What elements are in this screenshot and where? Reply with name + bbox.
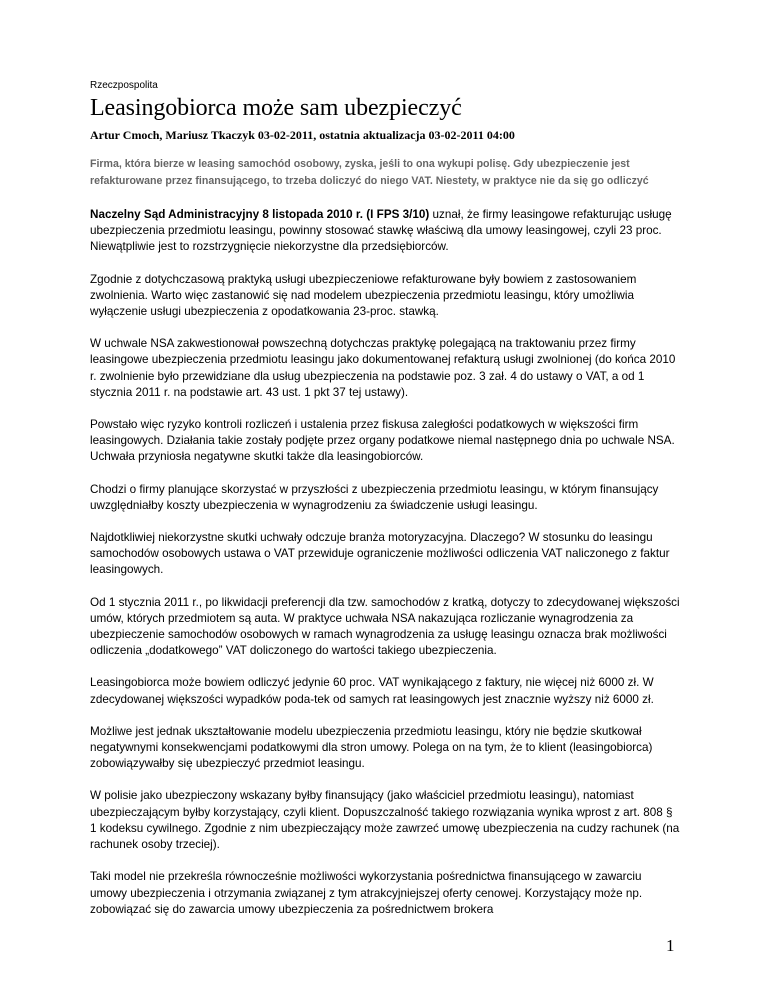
paragraph-1	[90, 207, 680, 256]
page-number: 1	[666, 936, 675, 955]
article-lead: Firma, która bierze w leasing samochód osobowy, zyska, jeśli to ona wykupi polisę. Gdy ubezpieczenie jest refakturowane przez finansującego, to trzeba doliczyć do niego VAT. Niestety, w praktyce nie da się go odliczyć	[90, 158, 649, 187]
paragraph-10: W polisie jako ubezpieczony wskazany byłby finansujący (jako właściciel przedmiotu leasingu), natomiast ubezpieczającym byłby korzystający, czyli klient. Dopuszczalność takiego rozwiązania wynika wprost z art. 808 § 1 kodeksu cywilnego. Zgodnie z nim ubezpieczający może zawrzeć umowę ubezpieczenia na cudzy rachunek (na rachunek osoby trzeciej).	[90, 789, 680, 852]
paragraph-1-bold: Naczelny Sąd Administracyjny 8 listopada 2010 r. (I FPS 3/10)	[90, 208, 430, 221]
paragraph-5: Chodzi o firmy planujące skorzystać w przyszłości z ubezpieczenia przedmiotu leasingu, w którym finansujący uwzględniałby koszty ubezpieczenia w wynagrodzeniu za świadczenie usługi leasingu.	[90, 482, 659, 512]
paragraph-2: Zgodnie z dotychczasową praktyką usługi ubezpieczeniowe refakturowane były bowiem z zastosowaniem zwolnienia. Warto więc zastanowić się nad modelem ubezpieczenia przedmiotu leasingu, który umożliwia wyłączenie usługi ubezpieczenia z opodatkowania 23-proc. stawką.	[90, 272, 637, 319]
document-page	[90, 80, 680, 934]
article-title: Leasingobiorca może sam ubezpieczyć	[90, 95, 462, 121]
paragraph-7: Od 1 stycznia 2011 r., po likwidacji preferencji dla tzw. samochodów z kratką, dotyczy to zdecydowanej większości umów, których przedmiotem są auta. W praktyce uchwała NSA nakazująca rozliczanie wynagrodzenia za ubezpieczenie samochodów osobowych w ramach wynagrodzenia za usługę leasingu oznacza brak możliwości odliczenia „dodatkowego” VAT doliczonego do wartości takiego ubezpieczenia.	[90, 595, 680, 658]
paragraph-6: Najdotkliwiej niekorzystne skutki uchwały odczuje branża motoryzacyjna. Dlaczego? W stosunku do leasingu samochodów osobowych ustawa o VAT przewiduje ograniczenie możliwości odliczenia VAT naliczonego z faktur leasingowych.	[90, 531, 670, 577]
paragraph-4: Powstało więc ryzyko kontroli rozliczeń i ustalenia przez fiskusa zaległości podatkowych w większości firm leasingowych. Działania takie zostały podjęte przez organy podatkowe niemal następnego dnia po uchwale NSA. Uchwała przyniosła negatywne skutki także dla leasingobiorców.	[90, 418, 675, 464]
paragraph-11: Taki model nie przekreśla równocześnie możliwości wykorzystania pośrednictwa finansującego w zawarciu umowy ubezpieczenia i otrzymania związanej z tym atrakcyjniejszej oferty cenowej. Korzystający może np. zobowiązać się do zawarcia umowy ubezpieczenia za pośrednictwem brokera	[90, 870, 643, 916]
paragraph-1-text: uznał, że firmy leasingowe refakturując usługę ubezpieczenia przedmiotu leasingu, powinny stosować stawkę właściwą dla umowy leasingowej, czyli 23 proc. Niewątpliwie jest to rozstrzygnięcie niekorzystne dla przedsiębiorców.	[90, 208, 672, 254]
paragraph-8: Leasingobiorca może bowiem odliczyć jedynie 60 proc. VAT wynikającego z faktury, nie więcej niż 6000 zł. W zdecydowanej większości wypadków poda-tek od samych rat leasingowych jest znacznie wyższy niż 6000 zł.	[90, 676, 654, 706]
paragraph-3: W uchwale NSA zakwestionował powszechną dotychczas praktykę polegającą na traktowaniu przez firmy leasingowe ubezpieczenia przedmiotu leasingu jako dokumentowanej refakturą usługi zwolnionej (do końca 2010 r. zwolnienie było przewidziane dla usług ubezpieczenia na podstawie poz. 3 zał. 4 do ustawy o VAT, a od 1 stycznia 2011 r. na podstawie art. 43 ust. 1 pkt 37 tej ustawy).	[90, 337, 676, 399]
publication-source: Rzeczpospolita	[90, 80, 158, 91]
paragraph-9: Możliwe jest jednak ukształtowanie modelu ubezpieczenia przedmiotu leasingu, który nie będzie skutkował negatywnymi konsekwencjami podatkowymi dla stron umowy. Polega on na tym, że to klient (leasingobiorca) zobowiązywałby się ubezpieczyć przedmiot leasingu.	[90, 724, 653, 771]
article-byline: Artur Cmoch, Mariusz Tkaczyk 03-02-2011, ostatnia aktualizacja 03-02-2011 04:00	[90, 128, 515, 142]
